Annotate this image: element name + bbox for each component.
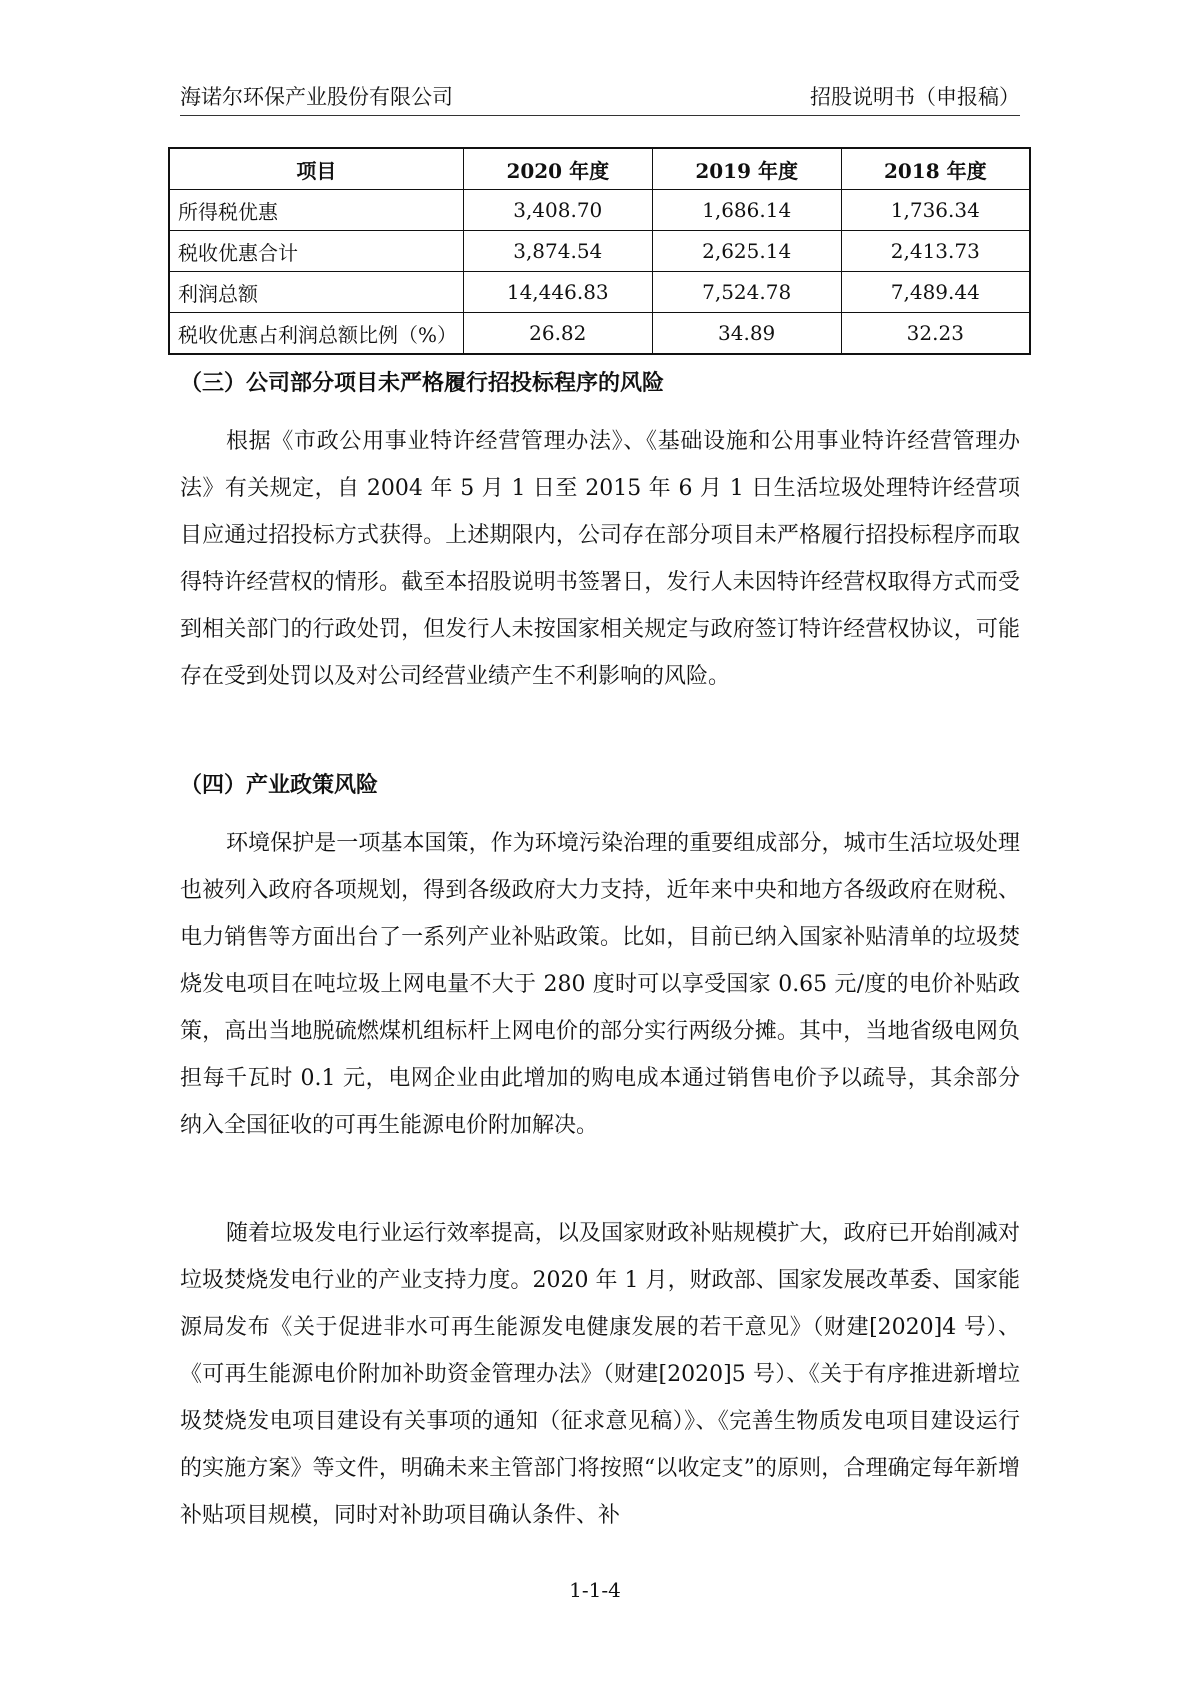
cell-2019: 34.89 — [652, 313, 841, 355]
cell-2020: 14,446.83 — [463, 272, 652, 313]
cell-2019: 7,524.78 — [652, 272, 841, 313]
header-doc-type: 招股说明书（申报稿） — [810, 85, 1020, 109]
table-row — [169, 272, 1030, 313]
section-3-paragraph: 根据《市政公用事业特许经营管理办法》、《基础设施和公用事业特许经营管理办法》有关规定，自 2004 年 5 月 1 日至 2015 年 6 月 1 日生活垃圾处理特许经营项目应通过招投标方式获得。上述期限内，公司存在部分项目未严格履行招投标程序而取得特许经营权的情形。截至本招股说明书签署日，发行人未因特许经营权取得方式而受到相关部门的行政处罚，但发行人未按国家相关规定与政府签订特许经营权协议，可能存在受到处罚以及对公司经营业绩产生不利影响的风险。 — [180, 429, 1020, 689]
cell-2019: 1,686.14 — [652, 190, 841, 231]
cell-2020: 3,874.54 — [463, 231, 652, 272]
cell-2020: 3,408.70 — [463, 190, 652, 231]
table-row — [169, 231, 1030, 272]
cell-2019: 2,625.14 — [652, 231, 841, 272]
section-3-title: （三）公司部分项目未严格履行招投标程序的风险 — [180, 371, 665, 396]
section-4-title: （四）产业政策风险 — [180, 773, 379, 798]
tax-incentive-table — [168, 147, 1031, 355]
row-label: 所得税优惠 — [169, 190, 463, 231]
col-header-item: 项目 — [169, 148, 463, 190]
page-header — [180, 82, 1020, 116]
cell-2018: 1,736.34 — [841, 190, 1030, 231]
header-company: 海诺尔环保产业股份有限公司 — [180, 85, 453, 109]
page-number: 1-1-4 — [569, 1578, 621, 1602]
cell-2020: 26.82 — [463, 313, 652, 355]
section-4-paragraph-1: 环境保护是一项基本国策，作为环境污染治理的重要组成部分，城市生活垃圾处理也被列入政府各项规划，得到各级政府大力支持，近年来中央和地方各级政府在财税、电力销售等方面出台了一系列产业补贴政策。比如，目前已纳入国家补贴清单的垃圾焚烧发电项目在吨垃圾上网电量不大于 280 度时可以享受国家 0.65 元/度的电价补贴政策，高出当地脱硫燃煤机组标杆上网电价的部分实行两级分摊。其中，当地省级电网负担每千瓦时 0.1 元，电网企业由此增加的购电成本通过销售电价予以疏导，其余部分纳入全国征收的可再生能源电价附加解决。 — [180, 831, 1020, 1138]
table-row — [169, 313, 1030, 355]
row-label: 利润总额 — [169, 272, 463, 313]
col-header-2018: 2018 年度 — [841, 148, 1030, 190]
cell-2018: 32.23 — [841, 313, 1030, 355]
table-header-row — [169, 148, 1030, 190]
col-header-2019: 2019 年度 — [652, 148, 841, 190]
row-label: 税收优惠占利润总额比例（%） — [169, 313, 463, 355]
cell-2018: 7,489.44 — [841, 272, 1030, 313]
cell-2018: 2,413.73 — [841, 231, 1030, 272]
row-label: 税收优惠合计 — [169, 231, 463, 272]
table-row — [169, 190, 1030, 231]
section-4-paragraph-2: 随着垃圾发电行业运行效率提高，以及国家财政补贴规模扩大，政府已开始削减对垃圾焚烧发电行业的产业支持力度。2020 年 1 月，财政部、国家发展改革委、国家能源局发布《关于促进非水可再生能源发电健康发展的若干意见》（财建[2020]4 号）、《可再生能源电价附加补助资金管理办法》（财建[2020]5 号）、《关于有序推进新增垃圾焚烧发电项目建设有关事项的通知（征求意见稿）》、《完善生物质发电项目建设运行的实施方案》等文件，明确未来主管部门将按照“以收定支”的原则，合理确定每年新增补贴项目规模，同时对补助项目确认条件、补 — [180, 1221, 1020, 1528]
col-header-2020: 2020 年度 — [463, 148, 652, 190]
